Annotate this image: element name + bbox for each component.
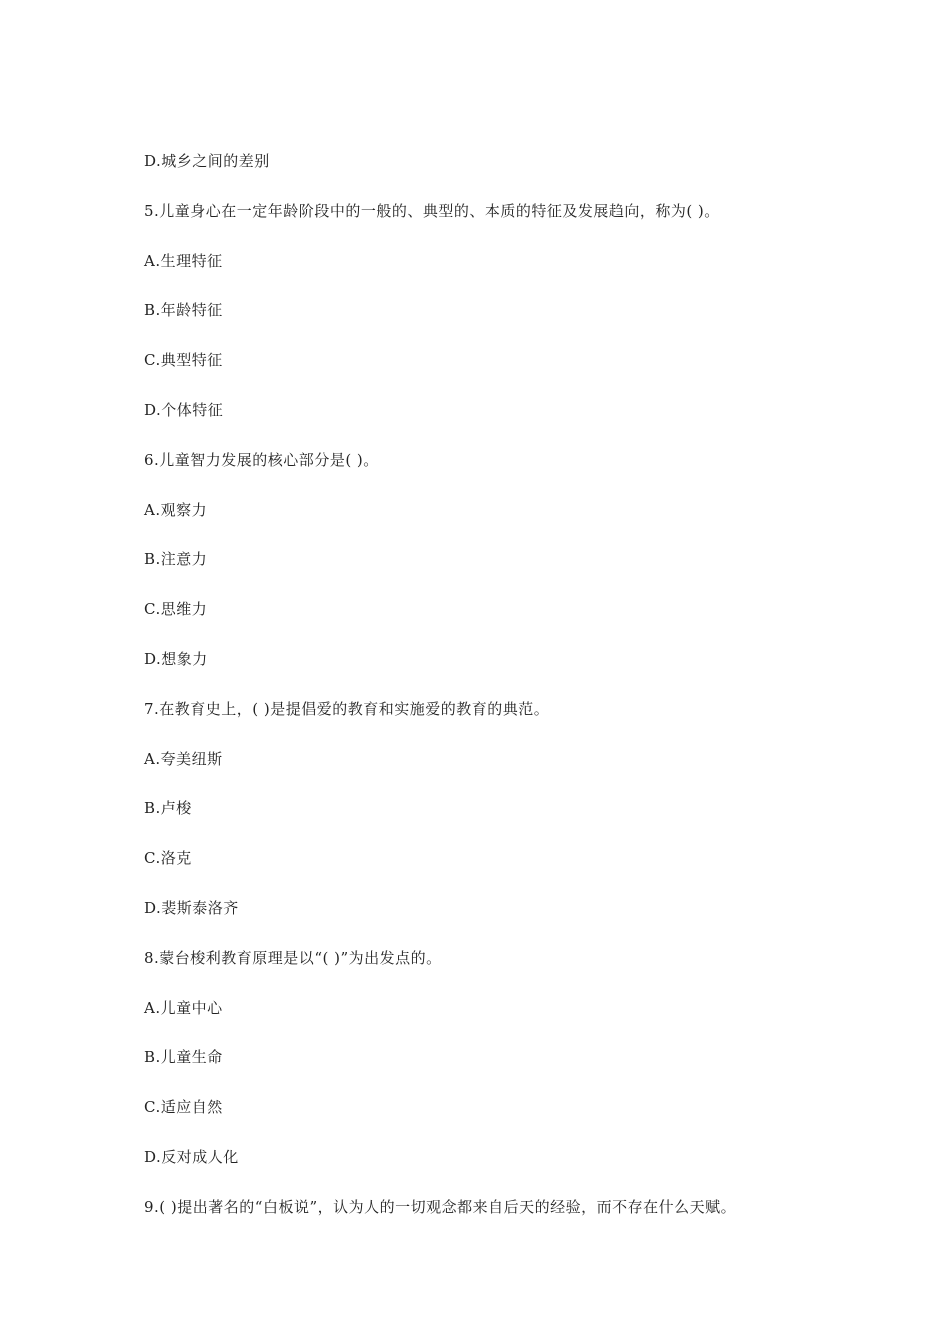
question-6: 6.儿童智力发展的核心部分是( )。: [144, 451, 379, 469]
option-c-q8: C.适应自然: [144, 1098, 223, 1116]
option-a-q8: A.儿童中心: [144, 999, 223, 1017]
option-a-q6: A.观察力: [144, 501, 208, 519]
option-d-q8: D.反对成人化: [144, 1148, 239, 1166]
option-c-q5: C.典型特征: [144, 351, 223, 369]
option-d-q4: D.城乡之间的差别: [144, 152, 270, 170]
option-d-q7: D.裴斯泰洛齐: [144, 899, 239, 917]
question-7: 7.在教育史上，( )是提倡爱的教育和实施爱的教育的典范。: [144, 700, 550, 718]
question-9: 9.( )提出著名的“白板说”，认为人的一切观念都来自后天的经验，而不存在什么天赋。: [144, 1198, 737, 1216]
option-a-q7: A.夸美纽斯: [144, 750, 223, 768]
option-d-q6: D.想象力: [144, 650, 208, 668]
option-b-q8: B.儿童生命: [144, 1048, 223, 1066]
option-b-q5: B.年龄特征: [144, 301, 223, 319]
question-5: 5.儿童身心在一定年龄阶段中的一般的、典型的、本质的特征及发展趋向，称为( )。: [144, 202, 720, 220]
question-8: 8.蒙台梭利教育原理是以“( )”为出发点的。: [144, 949, 442, 967]
option-b-q7: B.卢梭: [144, 799, 192, 817]
option-a-q5: A.生理特征: [144, 252, 223, 270]
option-c-q7: C.洛克: [144, 849, 192, 867]
option-c-q6: C.思维力: [144, 600, 208, 618]
option-b-q6: B.注意力: [144, 550, 208, 568]
option-d-q5: D.个体特征: [144, 401, 224, 419]
